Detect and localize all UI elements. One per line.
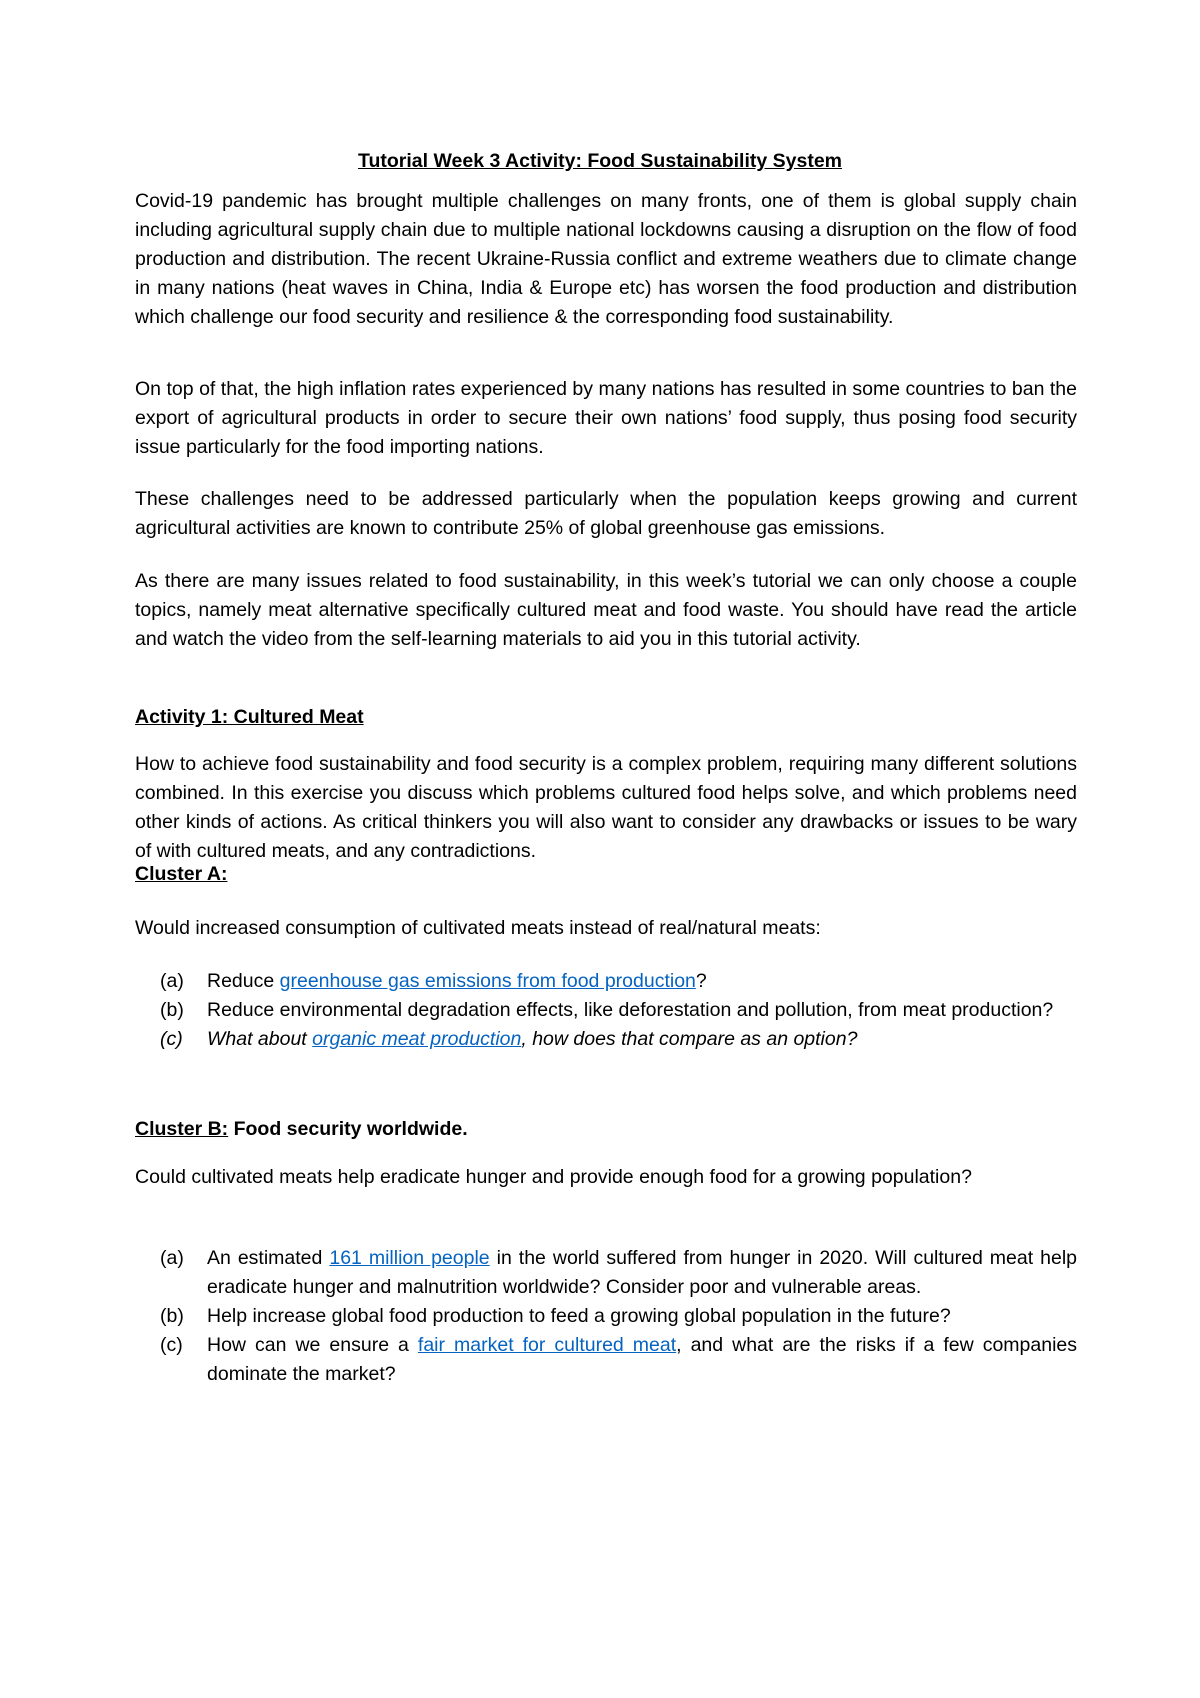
cluster-b-list <box>135 1244 1077 1389</box>
item-text: , how does that compare as an option? <box>521 1028 858 1050</box>
intro-paragraph-2: On top of that, the high inflation rates experienced by many nations has resulted in some countries to ban the export of agricultural products in order to secure their own nations’ food supply, thus posing food security issue particularly for the food importing nations. <box>135 378 1077 458</box>
item-text: Help increase global food production to feed a growing global population in the future? <box>207 1305 951 1327</box>
intro-paragraph-4: As there are many issues related to food sustainability, in this week’s tutorial we can only choose a couple topics, namely meat alternative specifically cultured meat and food waste. You should have read the article and watch the video from the self-learning materials to aid you in this tutorial activity. <box>135 570 1077 650</box>
item-text: An estimated <box>207 1247 330 1269</box>
list-marker: (a) <box>160 1247 184 1269</box>
hunger-161-million-link[interactable]: 161 million people <box>329 1247 490 1269</box>
ghg-emissions-link[interactable]: greenhouse gas emissions from food production <box>279 970 696 992</box>
cluster-b-question: Could cultivated meats help eradicate hunger and provide enough food for a growing population? <box>135 1166 972 1188</box>
list-item <box>135 1331 1077 1389</box>
list-item <box>135 1025 1077 1054</box>
list-item <box>135 1244 1077 1302</box>
fair-market-link[interactable]: fair market for cultured meat <box>417 1334 677 1356</box>
list-marker: (c) <box>160 1028 183 1050</box>
activity1-body: How to achieve food sustainability and food security is a complex problem, requiring many different solutions combined. In this exercise you discuss which problems cultured food helps solve, and which problems need other kinds of actions. As critical thinkers you will also want to consider any drawbacks or issues to be wary of with cultured meats, and any contradictions. <box>135 753 1077 862</box>
cluster-b-heading <box>135 1115 468 1144</box>
item-text: ? <box>695 970 707 992</box>
intro-paragraph-3: These challenges need to be addressed particularly when the population keeps growing and current agricultural activities are known to contribute 25% of global greenhouse gas emissions. <box>135 488 1077 539</box>
item-text: Reduce environmental degradation effects, like deforestation and pollution, from meat production? <box>207 999 1054 1021</box>
list-marker: (a) <box>160 970 184 992</box>
item-text: , and what are the risks if a few companies dominate the market? <box>207 1334 1078 1385</box>
list-item <box>135 1302 1077 1331</box>
item-text: in the world suffered from hunger in 2020. Will cultured meat help eradicate hunger and malnutrition worldwide? Consider poor and vulnerable areas. <box>207 1247 1077 1298</box>
list-item <box>135 996 1077 1025</box>
cluster-a-heading: Cluster A: <box>135 863 228 885</box>
activity1-heading: Activity 1: Cultured Meat <box>135 706 364 728</box>
intro-paragraph-1: Covid-19 pandemic has brought multiple challenges on many fronts, one of them is global supply chain including agricultural supply chain due to multiple national lockdowns causing a disruption on the flow of food production and distribution. The recent Ukraine-Russia conflict and extreme weathers due to climate change in many nations (heat waves in China, India & Europe etc) has worsen the food production and distribution which challenge our food security and resilience & the corresponding food sustainability. <box>135 190 1077 328</box>
list-marker: (c) <box>160 1334 183 1356</box>
cluster-b-title: Food security worldwide. <box>228 1118 468 1140</box>
cluster-b-label: Cluster B: <box>135 1118 229 1140</box>
list-marker: (b) <box>160 1305 184 1327</box>
cluster-a-question: Would increased consumption of cultivated meats instead of real/natural meats: <box>135 917 821 939</box>
organic-meat-link[interactable]: organic meat production <box>312 1028 522 1050</box>
list-marker: (b) <box>160 999 184 1021</box>
cluster-a-list <box>135 967 1077 1054</box>
item-text: How can we ensure a <box>207 1334 418 1356</box>
item-text: What about <box>207 1028 313 1050</box>
list-item <box>135 967 1077 996</box>
item-text: Reduce <box>207 970 280 992</box>
page-title: Tutorial Week 3 Activity: Food Sustainability System <box>358 150 842 172</box>
